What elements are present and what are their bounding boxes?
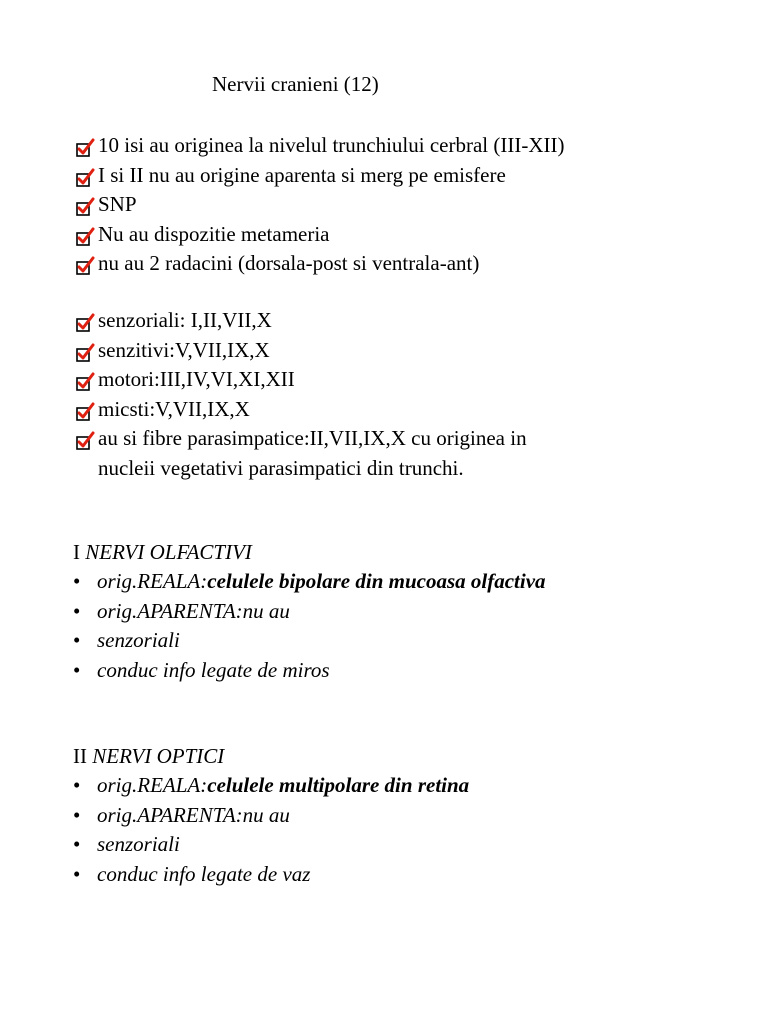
section-number: II — [73, 744, 87, 768]
checked-checkbox-icon — [76, 227, 96, 247]
bullet-icon: • — [73, 802, 81, 827]
origin-real-label: orig.REALA: — [97, 569, 208, 593]
list-item — [76, 249, 565, 279]
list-item-text-continued: nucleii vegetativi parasimpatici din trunchi. — [98, 455, 464, 480]
list-item-text: motori:III,IV,VI,XI,XII — [98, 367, 295, 391]
list-item-text: senzoriali: I,II,VII,X — [98, 308, 272, 332]
list-item-text: micsti:V,VII,IX,X — [98, 396, 250, 421]
list-item-text: nu au 2 radacini (dorsala-post si ventrala-ant) — [98, 251, 480, 275]
list-item — [73, 626, 546, 656]
bullet-icon: • — [73, 569, 81, 593]
list-item — [76, 220, 565, 250]
checked-checkbox-icon — [76, 372, 96, 392]
checked-checkbox-icon — [76, 138, 96, 158]
bullet-icon: • — [73, 832, 81, 856]
list-item-text: I si II nu au origine aparenta si merg pe emisfere — [98, 162, 506, 187]
list-item — [73, 656, 546, 686]
list-item — [76, 161, 565, 191]
bullet-list-olfactivi — [73, 567, 546, 685]
list-item — [73, 771, 469, 801]
nerve-info: conduc info legate de vaz — [97, 861, 311, 886]
list-item — [73, 860, 469, 890]
bullet-icon: • — [73, 861, 81, 886]
list-item — [73, 830, 469, 860]
checked-checkbox-icon — [76, 343, 96, 363]
list-item — [76, 131, 565, 161]
origin-apparent: orig.APARENTA:nu au — [97, 802, 290, 827]
origin-apparent: orig.APARENTA:nu au — [97, 598, 290, 623]
list-item — [73, 597, 546, 627]
checked-checkbox-icon — [76, 256, 96, 276]
checked-checkbox-icon — [76, 313, 96, 333]
list-item — [73, 801, 469, 831]
page-title: Nervii cranieni (12) — [212, 72, 379, 96]
section-heading-olfactivi — [73, 538, 252, 567]
list-item-text: senzitivi:V,VII,IX,X — [98, 337, 270, 362]
list-item — [73, 567, 546, 597]
section-number: I — [73, 540, 80, 564]
origin-real-label: orig.REALA: — [97, 773, 208, 797]
nerve-type: senzoriali — [97, 628, 180, 652]
check-list-general — [76, 131, 565, 279]
list-item — [76, 395, 527, 425]
list-item-text: Nu au dispozitie metameria — [98, 221, 330, 246]
origin-real-value: celulele bipolare din mucoasa olfactiva — [207, 569, 546, 593]
list-item — [76, 365, 527, 395]
list-item — [76, 306, 527, 336]
list-item-text: au si fibre parasimpatice:II,VII,IX,X cu originea in — [98, 426, 527, 450]
nerve-type: senzoriali — [97, 832, 180, 856]
checked-checkbox-icon — [76, 402, 96, 422]
bullet-icon: • — [73, 773, 81, 797]
check-list-types — [76, 306, 527, 483]
section-name: NERVI OLFACTIVI — [85, 540, 252, 564]
section-name: NERVI OPTICI — [92, 744, 225, 768]
bullet-list-optici — [73, 771, 469, 889]
bullet-icon: • — [73, 628, 81, 652]
bullet-icon: • — [73, 598, 81, 623]
checked-checkbox-icon — [76, 431, 96, 451]
list-item — [76, 424, 527, 483]
list-item — [76, 190, 565, 220]
nerve-info: conduc info legate de miros — [97, 657, 330, 682]
list-item — [76, 336, 527, 366]
checked-checkbox-icon — [76, 197, 96, 217]
bullet-icon: • — [73, 657, 81, 682]
list-item-text: SNP — [98, 192, 137, 216]
section-heading-optici — [73, 742, 224, 771]
checked-checkbox-icon — [76, 168, 96, 188]
list-item-text: 10 isi au originea la nivelul trunchiului cerbral (III-XII) — [98, 133, 565, 157]
origin-real-value: celulele multipolare din retina — [207, 773, 470, 797]
